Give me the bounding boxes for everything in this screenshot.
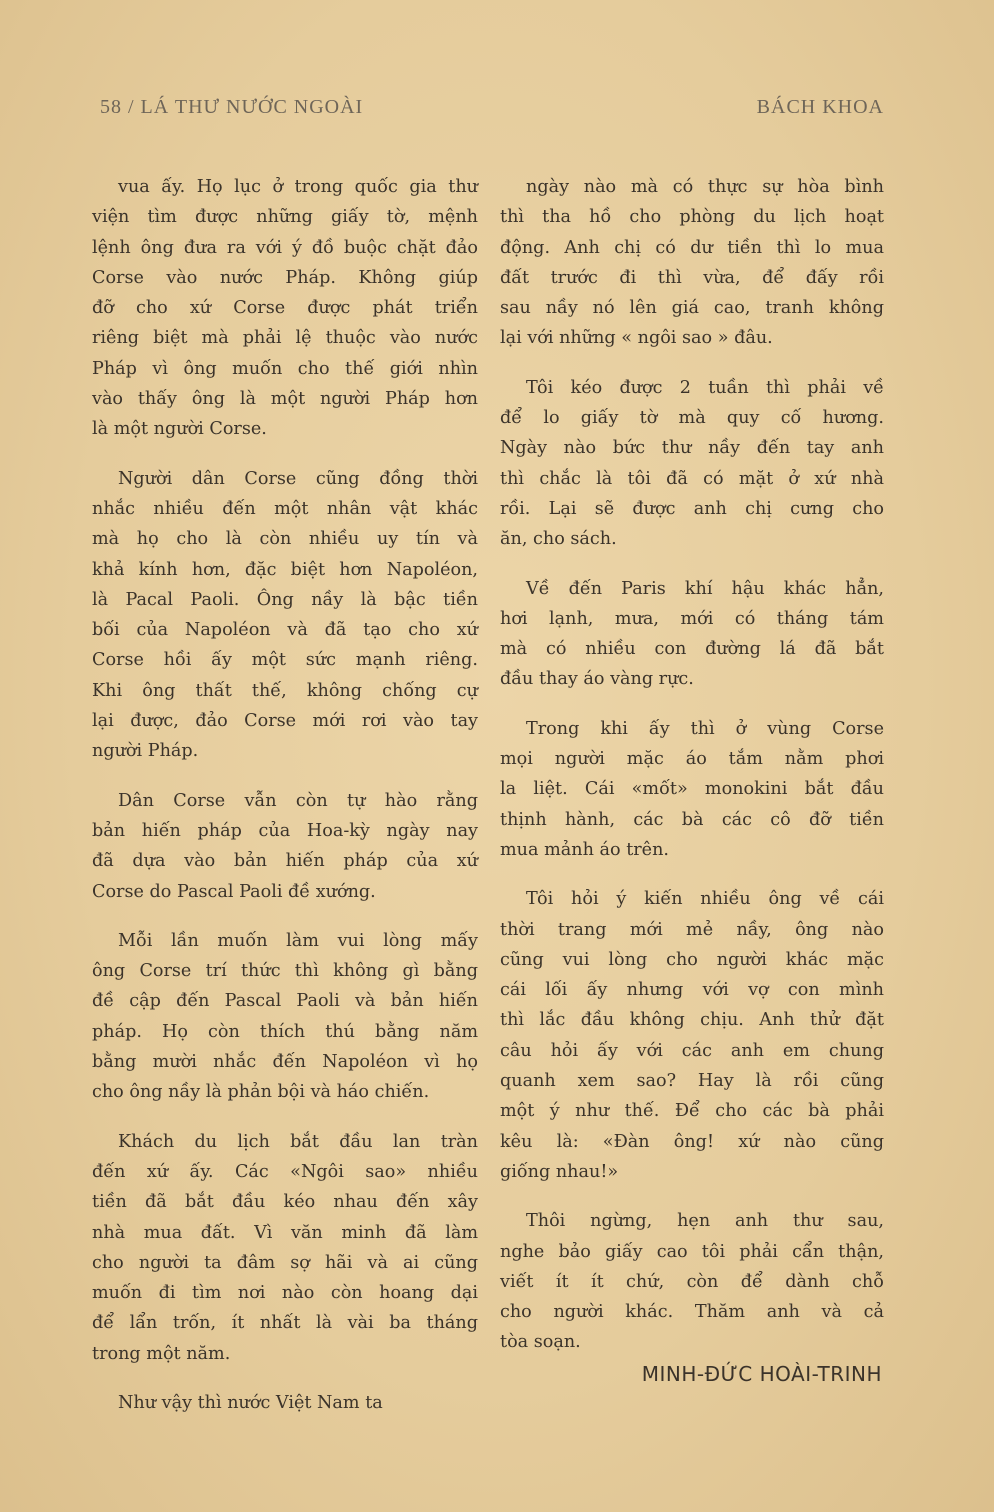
text-line: giống nhau!» bbox=[500, 1161, 619, 1182]
header-magazine-title: BÁCH KHOA bbox=[756, 96, 884, 118]
text-line: viết ít ít chứ, còn để dành chỗ bbox=[500, 1271, 884, 1292]
text-line: hơi lạnh, mưa, mới có tháng tám bbox=[500, 608, 884, 629]
text-line: ngày nào mà có thực sự hòa bình bbox=[526, 177, 884, 197]
text-line: người Pháp. bbox=[92, 741, 199, 762]
text-line: Corse hồi ấy một sức mạnh riêng. bbox=[92, 650, 478, 671]
text-line: Corse vào nước Pháp. Không giúp bbox=[92, 267, 478, 288]
text-line: nhắc nhiều đến một nhân vật khác bbox=[92, 498, 478, 519]
text-line: thịnh hành, các bà các cô đỡ tiền bbox=[500, 809, 884, 830]
text-line: vua ấy. Họ lục ở trong quốc gia thư bbox=[118, 177, 478, 197]
text-line: mua mảnh áo trên. bbox=[500, 839, 670, 860]
text-line: la liệt. Cái «mốt» monokini bắt đầu bbox=[500, 779, 884, 800]
text-line: thì lắc đầu không chịu. Anh thử đặt bbox=[500, 1010, 884, 1031]
paragraph bbox=[500, 1206, 884, 1357]
text-line: thì chắc là tôi đã có mặt ở xứ nhà bbox=[500, 468, 884, 489]
author-signature: MINH-ĐỨC HOÀI-TRINH bbox=[641, 1362, 882, 1386]
text-line: nghe bảo giấy cao tôi phải cẩn thận, bbox=[500, 1241, 884, 1262]
text-line: rồi. Lại sẽ được anh chị cưng cho bbox=[500, 498, 884, 519]
text-line: mọi người mặc áo tắm nằm phơi bbox=[500, 749, 884, 770]
text-line: cho người ta đâm sợ hãi và ai cũng bbox=[92, 1252, 478, 1273]
text-line: mà có nhiều con đường lá đã bắt bbox=[500, 639, 884, 660]
text-line: Dân Corse vẫn còn tự hào rằng bbox=[118, 790, 478, 811]
left-column bbox=[92, 172, 478, 1437]
header-page-section: 58 / LÁ THƯ NƯỚC NGOÀI bbox=[100, 96, 364, 118]
text-line: viện tìm được những giấy tờ, mệnh bbox=[92, 207, 478, 228]
text-line: là Pacal Paoli. Ông nầy là bậc tiền bbox=[92, 589, 478, 610]
text-line: đề cập đến Pascal Paoli và bản hiến bbox=[92, 991, 478, 1012]
paragraph bbox=[92, 786, 478, 907]
text-line: lệnh ông đưa ra với ý đồ buộc chặt đảo bbox=[92, 237, 478, 258]
text-line: trong một năm. bbox=[92, 1343, 231, 1364]
text-line: Như vậy thì nước Việt Nam ta bbox=[118, 1392, 383, 1413]
text-line: Mỗi lần muốn làm vui lòng mấy bbox=[118, 930, 478, 951]
text-line: ăn, cho sách. bbox=[500, 529, 617, 550]
text-line: riêng biệt mà phải lệ thuộc vào nước bbox=[92, 328, 478, 349]
running-header bbox=[100, 96, 884, 119]
paragraph bbox=[92, 1388, 478, 1418]
right-column bbox=[500, 172, 884, 1377]
text-line: đất trước đi thì vừa, để đấy rồi bbox=[500, 267, 884, 288]
text-line: đến xứ ấy. Các «Ngôi sao» nhiều bbox=[92, 1161, 478, 1182]
text-line: ông Corse trí thức thì không gì bằng bbox=[92, 961, 478, 982]
text-line: để lo giấy tờ mà quy cố hương. bbox=[500, 408, 884, 429]
text-line: thời trang mới mẻ nầy, ông nào bbox=[500, 919, 884, 940]
paragraph bbox=[92, 926, 478, 1108]
text-line: cũng vui lòng cho người khác mặc bbox=[500, 949, 884, 970]
text-line: quanh xem sao? Hay là rồi cũng bbox=[500, 1071, 884, 1092]
text-line: cho ông nầy là phản bội và háo chiến. bbox=[92, 1082, 430, 1103]
text-line: pháp. Họ còn thích thú bằng năm bbox=[92, 1021, 478, 1042]
text-line: cái lối ấy nhưng với vợ con mình bbox=[500, 980, 884, 1001]
paragraph bbox=[500, 574, 884, 695]
paragraph bbox=[500, 172, 884, 354]
text-line: Về đến Paris khí hậu khác hẳn, bbox=[526, 578, 884, 599]
paragraph bbox=[92, 464, 478, 767]
text-line: bằng mười nhắc đến Napoléon vì họ bbox=[92, 1052, 478, 1073]
text-line: Khách du lịch bắt đầu lan tràn bbox=[118, 1131, 478, 1152]
text-line: kêu là: «Đàn ông! xứ nào cũng bbox=[500, 1131, 884, 1152]
paragraph bbox=[92, 172, 478, 445]
text-line: tòa soạn. bbox=[500, 1332, 581, 1353]
text-line: muốn đi tìm nơi nào còn hoang dại bbox=[92, 1283, 478, 1304]
text-line: Tôi hỏi ý kiến nhiều ông về cái bbox=[526, 889, 884, 910]
text-line: tiền đã bắt đầu kéo nhau đến xây bbox=[92, 1192, 478, 1213]
text-line: là một người Corse. bbox=[92, 419, 267, 440]
text-line: Khi ông thất thế, không chống cự bbox=[92, 680, 478, 701]
text-line: Thôi ngừng, hẹn anh thư sau, bbox=[526, 1211, 884, 1232]
text-line: động. Anh chị có dư tiền thì lo mua bbox=[500, 237, 884, 258]
paragraph bbox=[500, 714, 884, 865]
text-line: Người dân Corse cũng đồng thời bbox=[118, 468, 478, 489]
text-line: một ý như thế. Để cho các bà phải bbox=[500, 1101, 884, 1122]
text-line: thì tha hồ cho phòng du lịch hoạt bbox=[500, 207, 884, 228]
text-line: Corse do Pascal Paoli đề xướng. bbox=[92, 881, 376, 902]
text-line: đã dựa vào bản hiến pháp của xứ bbox=[92, 851, 478, 872]
text-line: lại với những « ngôi sao » đâu. bbox=[500, 328, 773, 349]
text-line: Ngày nào bức thư nầy đến tay anh bbox=[500, 438, 884, 459]
text-line: mà họ cho là còn nhiều uy tín và bbox=[92, 529, 478, 550]
text-line: lại được, đảo Corse mới rơi vào tay bbox=[92, 711, 478, 732]
text-line: để lẩn trốn, ít nhất là vài ba tháng bbox=[92, 1313, 478, 1334]
text-line: nhà mua đất. Vì văn minh đã làm bbox=[92, 1222, 478, 1243]
paragraph bbox=[92, 1127, 478, 1369]
text-line: đỡ cho xứ Corse được phát triển bbox=[92, 298, 478, 319]
text-line: khả kính hơn, đặc biệt hơn Napoléon, bbox=[92, 559, 478, 580]
text-line: đầu thay áo vàng rực. bbox=[500, 669, 694, 690]
text-line: Tôi kéo được 2 tuần thì phải về bbox=[526, 377, 884, 398]
paragraph bbox=[500, 884, 884, 1187]
paragraph bbox=[500, 373, 884, 555]
text-line: bối của Napoléon và đã tạo cho xứ bbox=[92, 620, 478, 641]
text-line: Pháp vì ông muốn cho thế giới nhìn bbox=[92, 358, 478, 379]
text-line: Trong khi ấy thì ở vùng Corse bbox=[526, 718, 884, 739]
text-line: cho người khác. Thăm anh và cả bbox=[500, 1302, 884, 1323]
text-line: bản hiến pháp của Hoa-kỳ ngày nay bbox=[92, 820, 478, 841]
text-line: sau nầy nó lên giá cao, tranh không bbox=[500, 298, 884, 319]
text-line: vào thấy ông là một người Pháp hơn bbox=[92, 389, 478, 410]
text-line: câu hỏi ấy với các anh em chung bbox=[500, 1040, 884, 1061]
